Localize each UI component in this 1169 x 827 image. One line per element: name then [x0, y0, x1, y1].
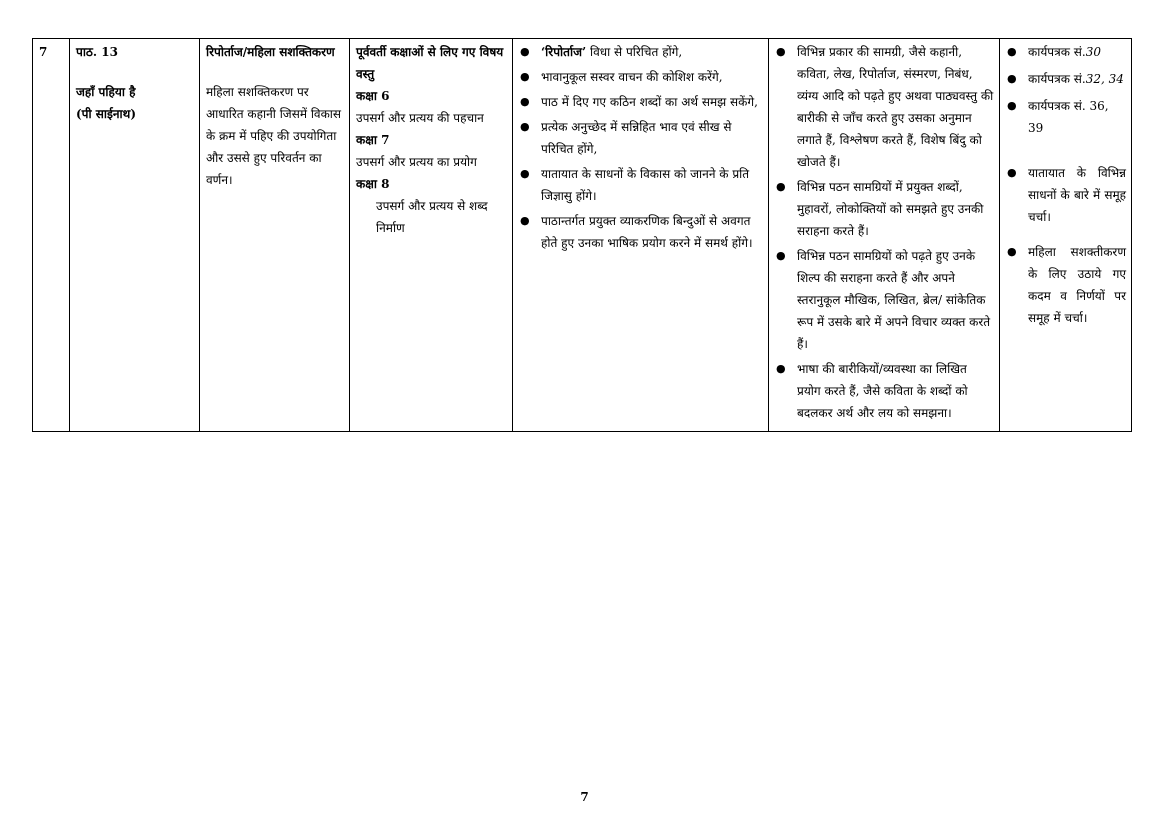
class6-label: कक्षा 6 — [356, 89, 390, 103]
page-number: 7 — [580, 790, 589, 804]
list-item — [519, 41, 763, 63]
outcome-bold: ‘रिपोर्ताज’ — [541, 45, 587, 59]
list-item: ● विभिन्न पठन सामग्रियों को पढ़ते हुए उनके शिल्प की सराहना करते हैं और अपने स्तरानुकूल मौखिक, लिखित, ब्रेल/ सांकेतिक रूप में उसके बारे में अपने विचार व्यक्त करते हैं। — [775, 245, 994, 355]
list-item — [519, 66, 763, 88]
list-item: ● विभिन्न प्रकार की सामग्री, जैसे कहानी, कविता, लेख, रिपोर्ताज, संस्मरण, निबंध, व्यंग्य आदि को पढ़ते हुए अथवा पाठ्यवस्तु की बारीकी से जाँच करते हुए उसका अनुमान लगाते हैं, विश्लेषण करते हैं, विशेष बिंदु को खोजते हैं। — [775, 41, 994, 173]
theme-cell — [200, 39, 350, 432]
outcome-text: विधा से परिचित होंगे, — [586, 45, 683, 59]
outcome-text: यातायात के साधनों के विकास को जानने के प्रति जिज्ञासु होंगे। — [541, 167, 750, 203]
worksheet-number: 30 — [1085, 45, 1101, 59]
list-item — [1006, 41, 1126, 63]
lesson-cell — [70, 39, 200, 432]
discussion-list — [1006, 241, 1126, 329]
worksheet-list — [1006, 41, 1126, 139]
learning-outcomes-cell — [513, 39, 769, 432]
theme-description: महिला सशक्तिकरण पर आधारित कहानी जिसमें विकास के क्रम में पहिए की उपयोगिता और उससे हुए परिवर्तन का वर्णन। — [206, 85, 342, 187]
class7-label: कक्षा 7 — [356, 133, 390, 147]
list-item — [519, 116, 763, 160]
curriculum-table — [32, 38, 1132, 432]
learning-outcomes-list — [519, 41, 763, 254]
list-item — [519, 163, 763, 207]
class7-text: उपसर्ग और प्रत्यय का प्रयोग — [356, 155, 477, 169]
outcome-text: प्रत्येक अनुच्छेद में सन्निहित भाव एवं सीख से परिचित होंगे, — [541, 120, 732, 156]
outcome-text: भावानुकूल सस्वर वाचन की कोशिश करेंगे, — [541, 70, 723, 84]
list-item: ● यातायात के विभिन्न साधनों के बारे में समूह चर्चा। — [1006, 162, 1126, 228]
lesson-title: जहाँ पहिया है — [76, 85, 136, 99]
class8-label: कक्षा 8 — [356, 177, 390, 191]
prior-topics-cell — [350, 39, 513, 432]
worksheet-label: कार्यपत्रक सं. — [1028, 72, 1086, 86]
worksheet-label: कार्यपत्रक सं. — [1028, 45, 1086, 59]
list-item: ● विभिन्न पठन सामग्रियों में प्रयुक्त शब्दों, मुहावरों, लोकोक्तियों को समझते हुए उनकी सराहना करते हैं। — [775, 176, 994, 242]
outcome-text: पाठान्तर्गत प्रयुक्त व्याकरणिक बिन्दुओं से अवगत होते हुए उनका भाषिक प्रयोग करने में समर्थ होंगे। — [541, 214, 753, 250]
list-item — [519, 210, 763, 254]
outcome-text: पाठ में दिए गए कठिन शब्दों का अर्थ समझ सकेंगे, — [541, 95, 758, 109]
discussion-list — [1006, 162, 1126, 228]
list-item: ● भाषा की बारीकियों/व्यवस्था का लिखित प्रयोग करते हैं, जैसे कविता के शब्दों को बदलकर अर्थ और लय को समझना। — [775, 358, 994, 424]
class6-text: उपसर्ग और प्रत्यय की पहचान — [356, 111, 484, 125]
skills-list — [775, 41, 994, 424]
worksheet-number: 36, 39 — [1028, 99, 1109, 135]
list-item: ● महिला सशक्तीकरण के लिए उठाये गए कदम व निर्णयों पर समूह में चर्चा। — [1006, 241, 1126, 329]
serial-number: 7 — [39, 45, 48, 59]
serial-cell — [33, 39, 70, 432]
lesson-number: पाठ. 13 — [76, 45, 118, 59]
lesson-author: (पी साईनाथ) — [76, 107, 137, 121]
theme-heading: रिपोर्ताज/महिला सशक्तिकरण — [206, 45, 335, 59]
worksheet-label: कार्यपत्रक सं. — [1028, 99, 1086, 113]
list-item — [1006, 68, 1126, 90]
list-item — [519, 91, 763, 113]
table-row — [33, 39, 1132, 432]
list-item — [1006, 95, 1126, 139]
class8-text: उपसर्ग और प्रत्यय से शब्द निर्माण — [376, 199, 488, 235]
activities-cell — [1000, 39, 1132, 432]
prior-heading: पूर्ववर्ती कक्षाओं से लिए गए विषय वस्तु — [356, 45, 504, 81]
worksheet-number: 32, 34 — [1085, 72, 1124, 86]
skills-cell — [769, 39, 1000, 432]
